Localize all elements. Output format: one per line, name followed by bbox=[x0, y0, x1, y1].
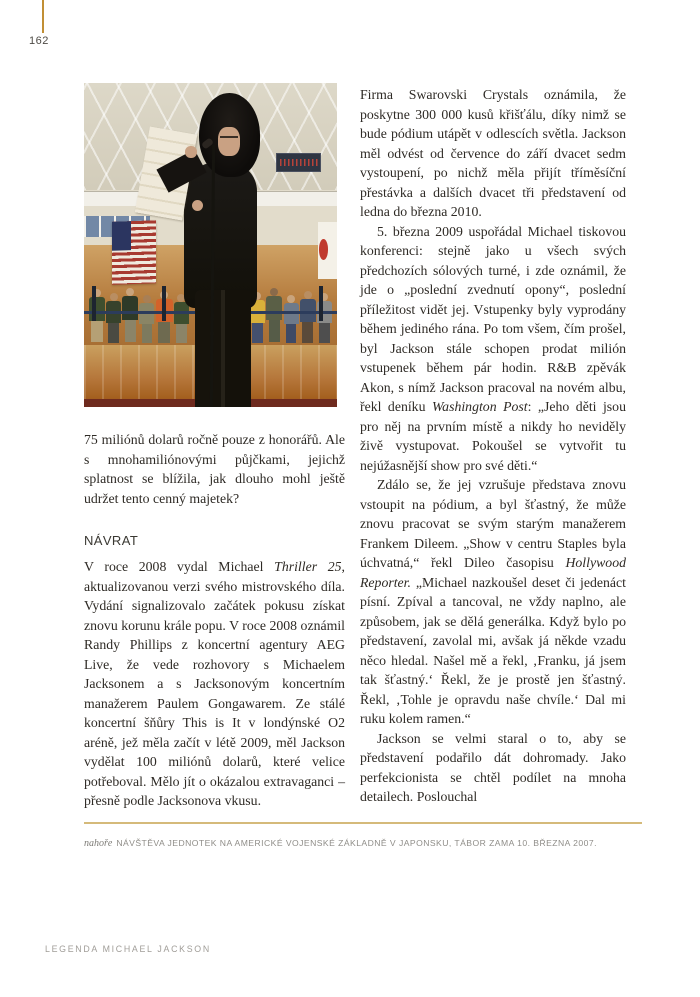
person-head bbox=[304, 291, 312, 299]
left-column-body bbox=[84, 557, 345, 811]
person-legs bbox=[286, 324, 297, 343]
michael-hand bbox=[192, 200, 203, 211]
person-head bbox=[143, 295, 151, 303]
person-legs bbox=[125, 320, 136, 342]
paragraph bbox=[360, 222, 626, 476]
body-text: „Michael nazkoušel deset či jedenáct písní. Zpíval a tancoval, ne vždy naplno, ale způsobem, jak se dělá generálka. Když bylo po představení, zavolal mi, avšak já někde vzadu něco hledal. Našel mě a řekl, ‚Franku, já jsem tak šťastný.‘ Řekl, že je prostě jen šťastný. Řekl, ‚Tohle je opravdu naše chvíle.‘ Dal mi ruku kolem ramen.“ bbox=[360, 574, 626, 726]
crowd-person bbox=[139, 295, 154, 345]
person-legs bbox=[108, 323, 119, 343]
body-text: , aktualizovanou verzi svého mistrovského díla. Vydání signalizovalo začátek pokusu získat znovu korunu krále popu. V roce 2008 oznámil Randy Phillips z koncertní agentury AEG Live, že vede rozhovory s Michaelem Jacksonem a s Jacksonovým koncertním manažerem Paulem Gongawarem. Ze stálé koncertní šňůry This is It v londýnské O2 aréně, jež měla začít v létě 2009, měl Jackson vydělat 100 miliónů dolarů, které velice potřeboval. Mělo jít o okázalou extravaganci – přesně podle Jacksonova vkusu. bbox=[84, 559, 345, 808]
section-heading-navrat: NÁVRAT bbox=[84, 533, 139, 548]
crowd-person bbox=[122, 288, 138, 345]
person-head bbox=[110, 293, 118, 301]
person-legs bbox=[302, 322, 313, 343]
person-legs bbox=[269, 320, 280, 342]
caption-divider-rule bbox=[84, 822, 642, 824]
left-column-intro bbox=[84, 430, 345, 508]
body-text: 5. března 2009 uspořádal Michael tiskovou konferenci: stejně jako u všech svých předchozích sólových turné, i zde oznámil, že jde o „poslední zvednutí opony“, poslední příležitost vidět jej. Vstupenky byly vyprodány během jediného rána. Po tom všem, čím prošel, byl Jackson stále schopen prodat milión vstupenek během pár hodin. R&B zpěvák Akon, s nímž Jackson pracoval na novém albu, řekl deníku bbox=[360, 223, 626, 414]
paragraph bbox=[84, 557, 345, 811]
us-flag-canton bbox=[112, 221, 131, 251]
paragraph bbox=[360, 85, 626, 222]
person-legs bbox=[91, 321, 102, 342]
page-edge-accent-line bbox=[42, 0, 44, 33]
person-torso bbox=[122, 296, 138, 320]
italic-title-text: Washington Post bbox=[431, 399, 528, 414]
scoreboard-display bbox=[280, 159, 318, 166]
caption-position-label: nahoře bbox=[84, 838, 113, 849]
barrier-post bbox=[319, 286, 323, 322]
book-title-footer: LEGENDA MICHAEL JACKSON bbox=[45, 944, 211, 954]
crowd-person bbox=[266, 288, 282, 345]
italic-title-text: Hollywood Reporter. bbox=[360, 555, 626, 590]
person-head bbox=[126, 288, 134, 296]
right-column-body bbox=[360, 85, 626, 807]
michael-hand bbox=[185, 146, 196, 157]
body-text: V roce 2008 vydal Michael bbox=[84, 559, 275, 574]
photo-michael-jackson-camp-zama bbox=[84, 83, 337, 407]
crowd-person bbox=[284, 295, 299, 345]
photo-caption bbox=[84, 838, 642, 849]
person-legs bbox=[176, 324, 187, 343]
scoreboard bbox=[276, 153, 321, 173]
page-number: 162 bbox=[29, 35, 49, 47]
person-head bbox=[287, 295, 295, 303]
michael-black-jacket bbox=[184, 162, 257, 308]
michael-glasses bbox=[220, 136, 238, 138]
barrier-post bbox=[92, 286, 96, 322]
person-legs bbox=[252, 323, 263, 343]
crowd-person bbox=[106, 293, 121, 345]
body-text: Zdálo se, že jej vzrušuje představa znovu vstoupit na pódium, a byl šťastný, že může znovu pracovat se svým starým manažerem Frankem Dileem. „Show v centru Staples byla úchvatná,“ řekl Dileo časopisu bbox=[360, 477, 626, 570]
caption-text: NÁVŠTĚVA JEDNOTEK NA AMERICKÉ VOJENSKÉ ZÁKLADNĚ V JAPONSKU, TÁBOR ZAMA 10. BŘEZNA 2007. bbox=[116, 838, 597, 848]
michael-black-pants bbox=[195, 290, 251, 407]
barrier-post bbox=[162, 286, 166, 322]
person-legs bbox=[158, 322, 170, 343]
paragraph bbox=[360, 475, 626, 729]
crowd-person bbox=[300, 291, 316, 345]
italic-title-text: Thriller 25 bbox=[274, 559, 342, 574]
person-torso bbox=[266, 296, 282, 320]
michael-face bbox=[218, 127, 240, 156]
japan-flag-circle bbox=[319, 239, 328, 259]
body-text: Jackson se velmi staral o to, aby se představení podařilo dát dohromady. Jako perfekcionista se chtěl podílet na mnoha detailech. Poslouchal bbox=[360, 730, 626, 804]
paragraph bbox=[360, 729, 626, 807]
body-text: 75 miliónů dolarů ročně pouze z honorářů. Ale s mnohamiliónovými půjčkami, jejichž splatnost se blížila, jak dlouho mohl ještě udržet tento cenný majetek? bbox=[84, 432, 345, 506]
person-head bbox=[270, 288, 278, 296]
body-text: Firma Swarovski Crystals oznámila, že poskytne 300 000 kusů křišťálu, díky nimž se bude pódium utápět v odlescích světla. Jackson měl odvést od července do září dvacet sedm vystoupení, po nichž měla přijít tříměsíční přestávka a dalších dvacet tři představení od ledna do března 2010. bbox=[360, 87, 626, 219]
body-text: : „Jeho děti jsou pro něj na prvním místě a nikdy ho neviděly živě vystupovat. Pokoušel se vytvořit tu nejúžasnější show pro své děti.“ bbox=[360, 399, 626, 473]
person-legs bbox=[142, 324, 153, 343]
person-legs bbox=[319, 323, 330, 343]
paragraph bbox=[84, 430, 345, 508]
